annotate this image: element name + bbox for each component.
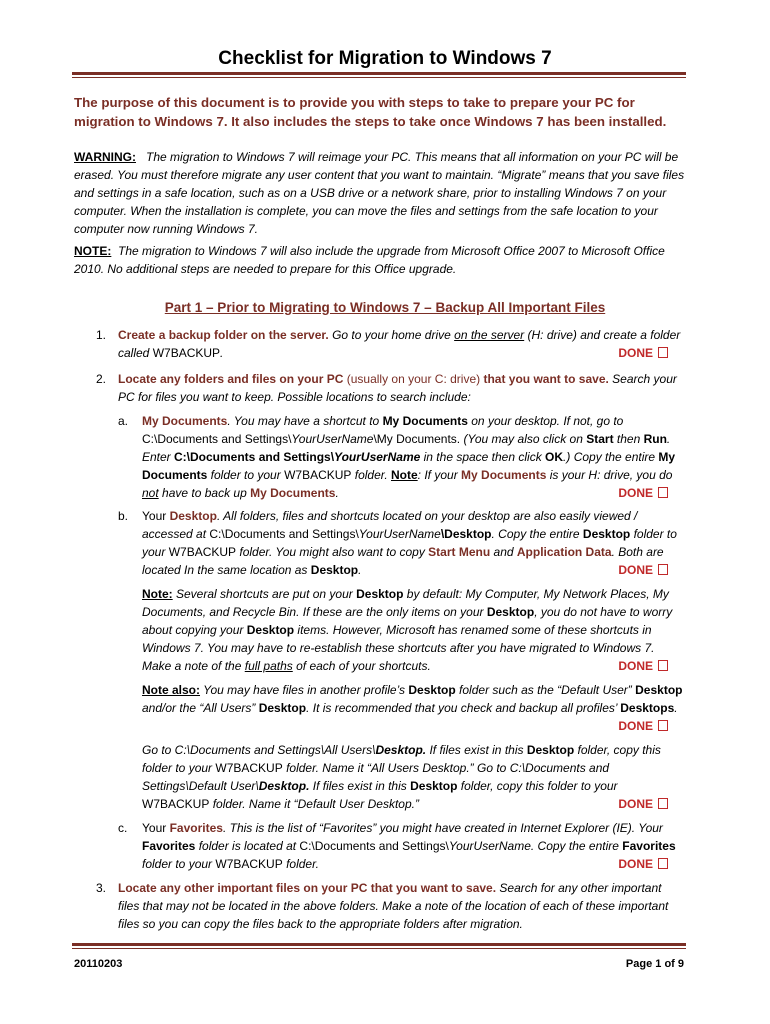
checkbox-icon[interactable] [658, 564, 668, 575]
title-rule [72, 72, 686, 75]
checkbox-icon[interactable] [658, 487, 668, 498]
warning-text: The migration to Windows 7 will reimage your PC. This means that all information on your PC will be erased. You must therefore migrate any user content that you want to maintain. “Migrate” means that you save files and settings in a safe location, such as on a USB drive or a network share, prior to installing Windows 7 on your computer. When the installation is complete, you can move the files and settings from the safe location to your computer now running Windows 7. [74, 150, 685, 236]
note-text: The migration to Windows 7 will also include the upgrade from Microsoft Office 2007 to Microsoft Office 2010. No additional steps are needed to prepare for this Office upgrade. [74, 244, 665, 276]
footer-doc-code: 20110203 [74, 958, 123, 970]
sub-item-favorites: Your Favorites. This is the list of “Favorites” you might have created in Internet Explorer (IE). Your Favorites folder is located at C:\Documents and Settings\YourUserName. Copy the entire Favorites folder to your W7BACKUP folder. DONE [142, 821, 676, 871]
list-item-3: Locate any other important files on your PC that you want to save. Search for any other important files that may not be located in the above folders. Make a note of the location of each of these important files so you can copy the files back to the appropriate folders after migration. [118, 881, 669, 931]
done-checkbox[interactable]: DONE [618, 717, 668, 735]
list-item-1: Create a backup folder on the server. Go to your home drive on the server (H: drive) and create a folder called W7BACKUP. DONE [118, 328, 681, 360]
checkbox-icon[interactable] [658, 720, 668, 731]
other-profiles-note: Note also: You may have files in another profile’s Desktop folder such as the “Default User” Desktop and/or the “All Users” Desktop. It is recommended that you check and backup all profiles’ Desktops. DONE [142, 683, 683, 733]
done-checkbox[interactable]: DONE [618, 795, 668, 813]
list-item-2: Locate any folders and files on your PC (usually on your C: drive) that you want to save. Search your PC for files you want to keep. Possible locations to search include: [118, 372, 677, 404]
page-title: Checklist for Migration to Windows 7 [218, 48, 552, 69]
checkbox-icon[interactable] [658, 347, 668, 358]
done-checkbox[interactable]: DONE [618, 855, 668, 873]
all-users-instructions: Go to C:\Documents and Settings\All Users\Desktop. If files exist in this Desktop folder, copy this folder to your W7BACKUP folder. Name it “All Users Desktop.” Go to C:\Documents and Settings\Default User\Desktop. If files exist in this Desktop folder, copy this folder to your W7BACKUP folder. Name it “Default User Desktop.” DONE [142, 741, 686, 813]
footer-page-number: Page 1 of 9 [625, 958, 684, 970]
checkbox-icon[interactable] [658, 858, 668, 869]
done-checkbox[interactable]: DONE [618, 561, 668, 579]
done-checkbox[interactable]: DONE [618, 344, 668, 362]
footer-rule-thin [72, 948, 686, 949]
item-number: 2. [96, 372, 107, 386]
item-number: 3. [96, 881, 107, 895]
checkbox-icon[interactable] [658, 798, 668, 809]
note-label: NOTE: [74, 244, 112, 258]
footer-rule [72, 943, 686, 946]
item-number: 1. [96, 328, 107, 342]
purpose-statement: The purpose of this document is to provide you with steps to take to prepare your PC for migration to Windows 7. It also includes the steps to take once Windows 7 has been installed. [74, 95, 667, 129]
title-rule-thin [72, 77, 686, 78]
warning-paragraph [74, 148, 686, 238]
warning-label: WARNING: [74, 150, 136, 164]
part1-heading: Part 1 – Prior to Migrating to Windows 7 – Backup All Important Files [164, 300, 606, 315]
desktop-shortcuts-note: Note: Several shortcuts are put on your Desktop by default: My Computer, My Network Places, My Documents, and Recycle Bin. If these are the only items on your Desktop, you do not have to worry about copying your Desktop items. However, Microsoft has renamed some of these shortcuts in Windows 7. You may have to re-establish these shortcuts after you have migrated to Windows 7. Make a note of the full paths of each of your shortcuts. DONE [142, 587, 673, 673]
sub-item-letter: c. [118, 821, 128, 835]
sub-item-my-documents: My Documents. You may have a shortcut to My Documents on your desktop. If not, go to C:\Documents and Settings\YourUserName\My Documents. (You may also click on Start then Run. Enter C:\Documents and Settings\YourUserName in the space then click OK.) Copy the entire My Documents folder to your W7BACKUP folder. Note: If your My Documents is your H: drive, you do not have to back up My Documents. DONE [142, 414, 676, 500]
checkbox-icon[interactable] [658, 660, 668, 671]
note-paragraph [74, 242, 686, 278]
done-checkbox[interactable]: DONE [618, 484, 668, 502]
sub-item-letter: b. [118, 509, 129, 523]
sub-item-letter: a. [118, 414, 129, 428]
sub-item-desktop: Your Desktop. All folders, files and shortcuts located on your desktop are also easily viewed / accessed at C:\Documents and Settings\YourUserName\Desktop. Copy the entire Desktop folder to your W7BACKUP folder. You might also want to copy Start Menu and Application Data. Both are located In the same location as Desktop. DONE [142, 509, 677, 577]
done-checkbox[interactable]: DONE [618, 657, 668, 675]
